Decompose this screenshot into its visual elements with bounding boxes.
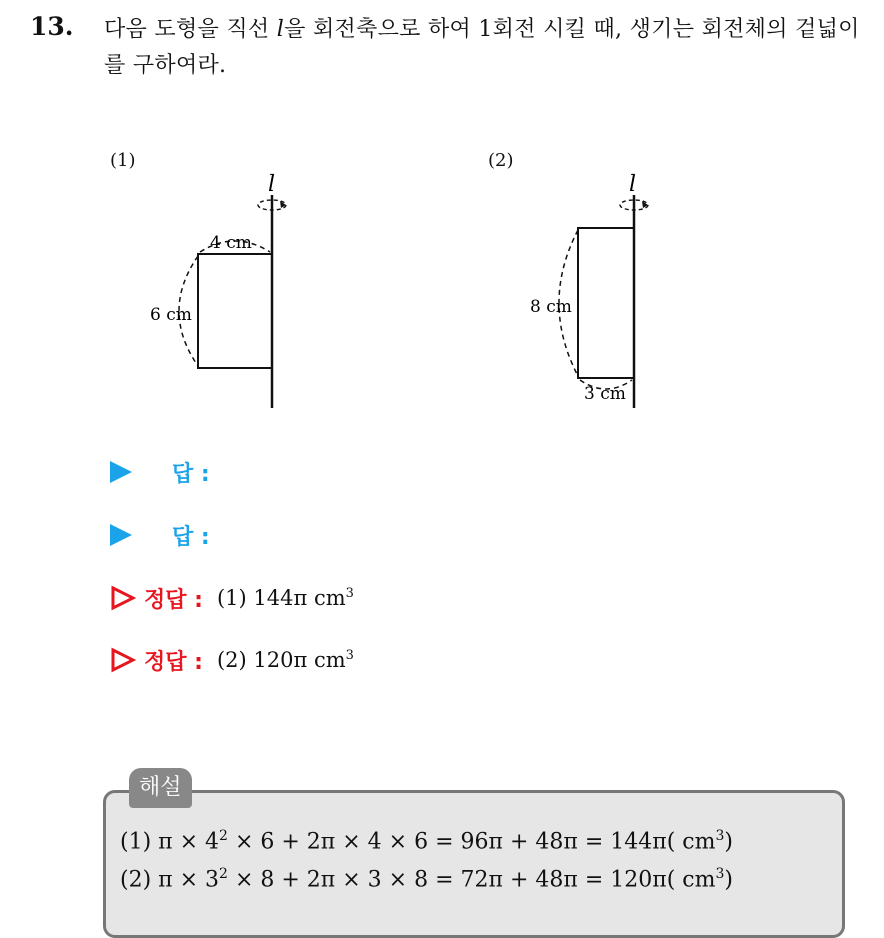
- figure-2-rectangle: [578, 228, 634, 378]
- correct-answer-row-2: [110, 640, 354, 680]
- answer-label-2: 답 :: [172, 524, 210, 550]
- answer-row-2[interactable]: [110, 515, 210, 555]
- correct-answer-label-1: 정답 :: [144, 587, 203, 613]
- explanation-line-2-b: × 8 + 2π × 3 × 8 = 72π + 48π = 120π( cm: [227, 867, 716, 893]
- play-arrow-icon: [110, 461, 132, 483]
- explanation-line-1-b-exp: 3: [715, 828, 725, 844]
- explanation-box: [103, 790, 845, 938]
- play-arrow-icon: [110, 524, 132, 546]
- explanation-line-1: [120, 828, 733, 854]
- explanation-line-1-a-exp: 2: [219, 828, 228, 844]
- question-text-part2: 을 회전축으로 하여 1회전 시킬 때, 생기는 회전체의 겉넓이를 구하여라.: [104, 17, 860, 78]
- explanation-line-2-c: ): [724, 867, 733, 893]
- hollow-triangle-icon: [110, 647, 136, 673]
- explanation-line-2-b-exp: 3: [715, 866, 725, 882]
- explanation-line-2-a-exp: 2: [219, 866, 228, 882]
- figure-2-label: (2): [488, 150, 514, 171]
- figure-2-width-label: 3 cm: [584, 384, 626, 404]
- explanation-line-2: [120, 866, 733, 892]
- answer-row-1[interactable]: [110, 452, 210, 492]
- question-text-part1: 다음 도형을 직선: [104, 17, 277, 42]
- correct-answer-row-1: [110, 578, 354, 618]
- figure-1-width-label: 4 cm: [210, 233, 252, 253]
- correct-answer-label-2: 정답 :: [144, 649, 203, 675]
- figure-1-axis-label: l: [268, 172, 276, 197]
- explanation-tab: 해설: [129, 768, 192, 808]
- hollow-triangle-icon: [110, 585, 136, 611]
- explanation-line-2-a: (2) π × 3: [120, 867, 220, 893]
- correct-answer-value-1-exp: 3: [345, 586, 354, 601]
- figure-1-height-label: 6 cm: [150, 305, 192, 325]
- figure-1-label: (1): [110, 150, 136, 171]
- correct-answer-value-2-text: (2) 120π cm: [216, 648, 346, 672]
- correct-answer-value-2-exp: 3: [345, 648, 354, 663]
- explanation-line-1-a: (1) π × 4: [120, 829, 220, 855]
- figure-2-axis-label: l: [629, 172, 637, 197]
- answer-label-1: 답 :: [172, 461, 210, 487]
- axis-variable: l: [276, 17, 285, 42]
- figure-2-height-label: 8 cm: [530, 297, 572, 317]
- correct-answer-value-1: [217, 586, 354, 610]
- explanation-line-1-b: × 6 + 2π × 4 × 6 = 96π + 48π = 144π( cm: [227, 829, 716, 855]
- correct-answer-value-2: [217, 648, 354, 672]
- question-number: 13.: [30, 12, 74, 41]
- explanation-line-1-c: ): [724, 829, 733, 855]
- figure-2-diagram: [0, 0, 884, 420]
- correct-answer-value-1-text: (1) 144π cm: [216, 586, 346, 610]
